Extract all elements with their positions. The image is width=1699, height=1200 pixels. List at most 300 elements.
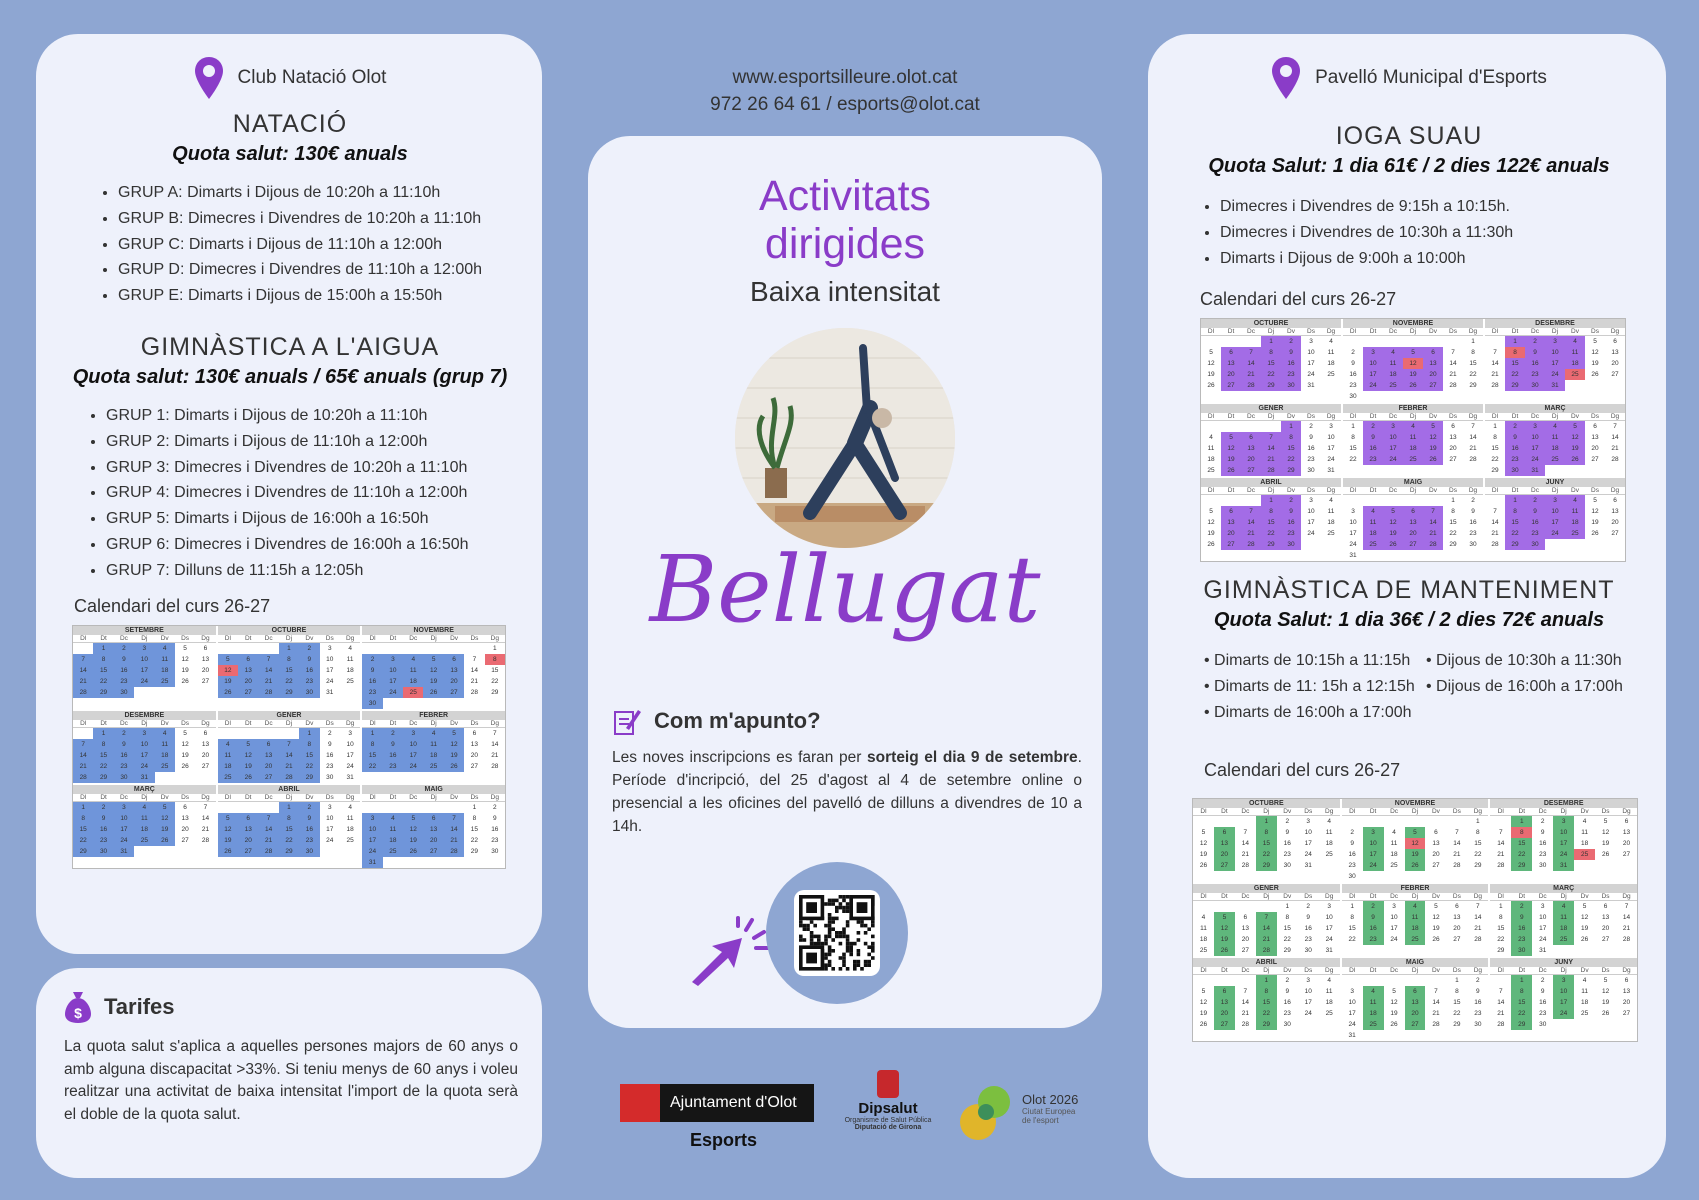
calendar-blank	[1363, 495, 1383, 506]
calendar-day: 1	[1511, 816, 1532, 827]
calendar-day: 11	[1207, 445, 1215, 453]
calendar-weekdays	[1201, 487, 1341, 495]
calendar-day: 28	[1449, 382, 1457, 390]
calendar-day: 28	[1241, 862, 1249, 870]
weekday-label: Ds	[1307, 487, 1315, 495]
calendar-day: 21	[491, 751, 499, 759]
calendar-days	[73, 728, 216, 783]
calendar-day: 2	[1285, 977, 1290, 985]
calendar-day: 3	[1383, 421, 1403, 432]
calendar-day: 16	[1505, 443, 1525, 454]
calendar-day: 27	[201, 677, 210, 685]
calendar-month-title: MARÇ	[1490, 884, 1637, 893]
calendar-day: 28	[1432, 1021, 1440, 1029]
calendar-day: 28	[1453, 862, 1461, 870]
calendar-day: 5	[238, 739, 258, 750]
calendar-day: 19	[1403, 369, 1423, 380]
calendar-day: 6	[1403, 506, 1423, 517]
calendar-day: 20	[1611, 519, 1619, 527]
calendar-blank	[1405, 816, 1426, 827]
calendar-day: 15	[1511, 997, 1532, 1008]
calendar-day: 28	[1261, 465, 1281, 476]
weekday-label: Dt	[244, 719, 252, 727]
ioga-groups	[1170, 194, 1648, 271]
calendar-days	[1201, 421, 1341, 476]
calendar-day: 10	[1307, 508, 1315, 516]
list-item: • GRUP 6: Dimecres i Divendres de 16:00h a 16:50h	[106, 532, 518, 558]
weekday-label: Dj	[1411, 808, 1419, 816]
gimnastica-quota: Quota salut: 130€ anuals / 65€ anuals (grup 7)	[72, 365, 508, 388]
gimnastica-title: GIMNÀSTICA A L'AIGUA	[140, 332, 440, 361]
calendar-day: 29	[1511, 1019, 1532, 1030]
calendar-day: 25	[134, 835, 154, 846]
calendar-days	[73, 802, 216, 857]
weekday-label: Dc	[1247, 487, 1255, 495]
calendar-day: 7	[73, 739, 93, 750]
calendar-blank	[1256, 901, 1277, 912]
weekday-label: Dg	[1326, 413, 1336, 421]
calendar-day: 22	[279, 835, 299, 846]
weekday-label: Dl	[1491, 413, 1499, 421]
calendar-month-title: FEBRER	[1343, 404, 1483, 413]
calendar-day: 8	[93, 654, 113, 665]
calendar-day: 21	[1453, 851, 1461, 859]
calendar-day: 28	[1469, 456, 1477, 464]
weekday-label: Ds	[1449, 328, 1457, 336]
manteniment-calendar-grid	[1192, 798, 1638, 1042]
calendar-day: 30	[1525, 380, 1545, 391]
calendar-day: 16	[1539, 999, 1547, 1007]
calendar-day: 4	[1582, 818, 1587, 826]
calendar-day: 9	[362, 665, 382, 676]
calendar-day: 9	[1350, 840, 1354, 848]
calendar-day: 14	[1622, 914, 1631, 922]
calendar-day: 12	[423, 665, 443, 676]
weekday-label: Dj	[1551, 487, 1559, 495]
calendar-day: 20	[181, 825, 189, 833]
calendar-day: 23	[1281, 528, 1301, 539]
calendar-day: 10	[1304, 988, 1312, 996]
calendar-month	[1485, 404, 1625, 476]
qr-code[interactable]	[794, 890, 880, 976]
calendar-days	[1343, 336, 1483, 402]
weekday-label: Dt	[1369, 328, 1377, 336]
calendar-day: 20	[470, 751, 479, 759]
calendar-day: 20	[1622, 999, 1631, 1007]
weekday-label: Dl	[369, 793, 376, 801]
calendar-day: 15	[93, 750, 113, 761]
calendar-day: 17	[1304, 999, 1312, 1007]
weekday-label: Dv	[1431, 893, 1440, 901]
weekday-label: Ds	[1452, 808, 1461, 816]
weekday-label: Dj	[1560, 967, 1567, 975]
calendar-day: 24	[1348, 1021, 1356, 1029]
calendar-day: 14	[1611, 434, 1619, 442]
calendar-day: 22	[1449, 530, 1457, 538]
calendar-day: 10	[134, 654, 154, 665]
calendar-day: 7	[1423, 506, 1443, 517]
calendar-day: 24	[134, 761, 154, 772]
calendar-day: 12	[218, 665, 238, 676]
calendar-day: 14	[1241, 358, 1261, 369]
ajuntament-logo	[620, 1084, 814, 1122]
natacio-groups	[62, 180, 518, 309]
weekday-label: Dt	[1369, 413, 1377, 421]
calendar-day: 11	[1200, 925, 1207, 933]
calendar-days	[1343, 495, 1483, 561]
calendar-day: 31	[1545, 380, 1565, 391]
calendar-day: 25	[1553, 934, 1574, 945]
calendar-day: 5	[183, 644, 187, 652]
calendar-blank	[218, 643, 238, 654]
calendar-day: 22	[1281, 454, 1301, 465]
calendar-day: 4	[423, 728, 443, 739]
calendar-day: 6	[1613, 338, 1617, 346]
weekday-label: Dv	[450, 793, 459, 801]
calendar-day: 30	[1281, 380, 1301, 391]
calendar-blank	[1214, 901, 1235, 912]
calendar-day: 6	[1434, 829, 1438, 837]
calendar-day: 16	[1363, 443, 1383, 454]
calendar-day: 12	[1423, 432, 1443, 443]
weekday-label: Dt	[1369, 893, 1377, 901]
calendar-day: 8	[1451, 508, 1455, 516]
calendar-day: 4	[1553, 901, 1574, 912]
calendar-day: 5	[1434, 903, 1438, 911]
calendar-day: 3	[1545, 336, 1565, 347]
calendar-day: 6	[1243, 914, 1248, 922]
calendar-day: 6	[1451, 423, 1455, 431]
calendar-day: 18	[218, 761, 238, 772]
calendar-day: 22	[1511, 849, 1532, 860]
calendar-weekdays	[1193, 893, 1340, 901]
calendar-day: 29	[1256, 1019, 1277, 1030]
manteniment-schedule	[1170, 648, 1648, 726]
calendar-day: 1	[93, 728, 113, 739]
calendar-day: 31	[1348, 1032, 1356, 1040]
ajuntament-shield-icon	[620, 1084, 660, 1122]
calendar-month-title: OCTUBRE	[1193, 799, 1340, 808]
calendar-day: 19	[1432, 925, 1440, 933]
calendar-day: 27	[201, 762, 210, 770]
calendar-day: 16	[1525, 517, 1545, 528]
weekday-label: Dj	[1409, 328, 1417, 336]
calendar-day: 27	[1214, 1019, 1235, 1030]
calendar-day: 26	[181, 762, 189, 770]
weekday-label: Dt	[1518, 893, 1525, 901]
calendar-day: 8	[1261, 506, 1281, 517]
weekday-label: Ds	[470, 634, 479, 642]
calendar-day: 17	[346, 751, 354, 759]
calendar-day: 30	[1349, 393, 1357, 401]
calendar-blank	[238, 728, 258, 739]
calendar-day: 4	[155, 728, 175, 739]
calendar-day: 13	[423, 824, 443, 835]
calendar-day: 30	[1348, 873, 1356, 881]
weekday-label: Dv	[1571, 487, 1579, 495]
phone-email[interactable]: 972 26 64 61 / esports@olot.cat	[710, 94, 980, 115]
calendar-month-title: DESEMBRE	[73, 711, 216, 720]
calendar-day: 23	[1525, 528, 1545, 539]
calendar-day: 27	[1241, 947, 1249, 955]
calendar-day: 12	[1601, 988, 1610, 996]
calendar-day: 7	[1434, 988, 1438, 996]
weekday-label: Dt	[389, 793, 397, 801]
calendar-blank	[1383, 495, 1403, 506]
weekday-label: Dl	[224, 634, 231, 642]
calendar-day: 16	[1349, 371, 1357, 379]
calendar-blank	[238, 643, 258, 654]
calendar-day: 13	[201, 740, 210, 748]
calendar-day: 22	[1256, 849, 1277, 860]
calendar-day: 25	[1363, 1019, 1384, 1030]
calendar-day: 3	[327, 644, 332, 652]
calendar-day: 8	[1511, 986, 1532, 997]
calendar-day: 22	[1453, 1010, 1461, 1018]
website-link[interactable]: www.esportsilleure.olot.cat	[732, 67, 958, 88]
calendar-weekdays	[1343, 487, 1483, 495]
calendar-day: 11	[1553, 912, 1574, 923]
activity-title	[588, 172, 1102, 268]
weekday-label: Dg	[345, 634, 355, 642]
calendar-day: 30	[299, 687, 319, 698]
calendar-day: 23	[491, 836, 499, 844]
calendar-blank	[1214, 816, 1235, 827]
calendar-day: 23	[1539, 851, 1547, 859]
calendar-month	[1485, 478, 1625, 561]
weekday-label: Dj	[1560, 893, 1567, 901]
calendar-day: 3	[383, 654, 403, 665]
calendar-day: 26	[1221, 465, 1241, 476]
calendar-day: 8	[1471, 349, 1475, 357]
weekday-label: Dt	[244, 793, 252, 801]
title-line-1: Activitats	[758, 172, 932, 220]
weekday-label: Dg	[490, 793, 499, 801]
manteniment-quota: Quota Salut: 1 dia 36€ / 2 dies 72€ anuals	[1213, 609, 1605, 632]
calendar-day: 22	[1283, 936, 1291, 944]
weekday-label: Dj	[1411, 967, 1419, 975]
calendar-day: 10	[1390, 914, 1398, 922]
calendar-day: 22	[73, 835, 93, 846]
calendar-day: 13	[1221, 517, 1241, 528]
calendar-weekdays	[1485, 487, 1625, 495]
calendar-month	[362, 711, 505, 783]
calendar-day: 4	[403, 654, 423, 665]
calendar-day: 15	[1474, 840, 1482, 848]
weekday-label: Dj	[430, 634, 437, 642]
weekday-label: Dj	[1411, 893, 1419, 901]
weekday-label: Dl	[1207, 328, 1215, 336]
weekday-label: Dc	[409, 634, 418, 642]
weekday-label: Ds	[1304, 967, 1313, 975]
calendar-blank	[258, 802, 278, 813]
calendar-day: 6	[203, 729, 208, 737]
weekday-label: Dj	[1267, 487, 1275, 495]
calendar-day: 19	[1591, 519, 1599, 527]
calendar-day: 28	[1611, 456, 1619, 464]
weekday-label: Dj	[430, 719, 437, 727]
calendar-month-title: GENER	[218, 711, 361, 720]
calendar-day: 6	[1221, 506, 1241, 517]
calendar-day: 22	[1505, 528, 1525, 539]
weekday-label: Dl	[1349, 487, 1357, 495]
weekday-label: Dc	[1389, 487, 1397, 495]
weekday-label: Dg	[1473, 808, 1482, 816]
calendar-month	[1343, 478, 1483, 561]
calendar-day: 1	[1350, 903, 1354, 911]
weekday-label: Dl	[80, 634, 87, 642]
calendar-blank	[73, 728, 93, 739]
calendar-day: 7	[1241, 506, 1261, 517]
calendar-weekdays	[1490, 808, 1637, 816]
calendar-day: 20	[201, 751, 210, 759]
calendar-day: 29	[1256, 860, 1277, 871]
weekday-label: Dc	[1247, 413, 1255, 421]
calendar-day: 16	[1283, 999, 1291, 1007]
calendar-blank	[1446, 816, 1467, 827]
calendar-day: 20	[1405, 1008, 1426, 1019]
calendar-day: 23	[1307, 456, 1315, 464]
qr-circle	[766, 862, 908, 1004]
calendar-weekdays	[362, 635, 505, 643]
olot2026-mark-icon	[956, 1080, 1016, 1144]
calendar-day: 9	[299, 813, 319, 824]
calendar-day: 24	[1304, 1010, 1312, 1018]
calendar-day: 27	[1423, 380, 1443, 391]
calendar-day: 27	[1611, 371, 1619, 379]
calendar-day: 3	[1540, 903, 1545, 911]
list-item: • GRUP A: Dimarts i Dijous de 10:20h a 11:10h	[118, 180, 518, 206]
weekday-label: Dg	[1473, 967, 1482, 975]
mant-header-row	[1170, 730, 1648, 790]
calendar-day: 31	[362, 857, 382, 868]
calendar-day: 7	[1261, 432, 1281, 443]
weekday-label: Dc	[1538, 808, 1547, 816]
calendar-day: 6	[1613, 497, 1617, 505]
calendar-day: 14	[279, 750, 299, 761]
calendar-day: 11	[218, 750, 238, 761]
calendar-day: 7	[1613, 423, 1617, 431]
calendar-blank	[464, 643, 484, 654]
calendar-day: 10	[1545, 347, 1565, 358]
calendar-days	[1490, 901, 1637, 956]
calendar-day: 21	[1491, 530, 1499, 538]
calendar-day: 15	[1505, 517, 1525, 528]
calendar-day: 17	[403, 750, 423, 761]
calendar-day: 20	[1449, 445, 1457, 453]
calendar-blank	[1221, 421, 1241, 432]
calendar-day: 5	[1221, 432, 1241, 443]
list-item: • Dimarts i Dijous de 9:00h a 10:00h	[1220, 246, 1648, 272]
calendar-day: 18	[1553, 923, 1574, 934]
calendar-day: 14	[201, 814, 210, 822]
calendar-day: 31	[346, 773, 354, 781]
calendar-day: 5	[1593, 338, 1597, 346]
list-item: • Dimarts de 10:15h a 11:15h	[1204, 648, 1426, 674]
dipsalut-logo	[838, 1070, 938, 1131]
weekday-label: Dv	[1580, 893, 1589, 901]
calendar-day: 17	[1553, 838, 1574, 849]
calendar-day: 8	[1256, 827, 1277, 838]
weekday-label: Ds	[1591, 487, 1599, 495]
calendar-day: 19	[1207, 371, 1215, 379]
calendar-day: 25	[346, 677, 354, 685]
calendar-blank	[423, 802, 443, 813]
calendar-day: 24	[362, 846, 382, 857]
calendar-month	[1490, 884, 1637, 956]
gimnastica-groups	[62, 403, 518, 584]
calendar-day: 2	[362, 654, 382, 665]
calendar-day: 8	[1281, 432, 1301, 443]
weekday-label: Ds	[1591, 328, 1599, 336]
calendar-day: 23	[114, 676, 134, 687]
calendar-day: 27	[1241, 465, 1261, 476]
calendar-day: 14	[444, 824, 464, 835]
calendar-days	[1490, 975, 1637, 1030]
calendar-day: 20	[1241, 936, 1249, 944]
calendar-day: 5	[1403, 347, 1423, 358]
calendar-day: 26	[1601, 851, 1610, 859]
calendar-weekdays	[1343, 328, 1483, 336]
weekday-label: Ds	[325, 793, 334, 801]
calendar-day: 12	[155, 813, 175, 824]
calendar-weekdays	[1485, 413, 1625, 421]
calendar-day: 3	[1553, 816, 1574, 827]
weekday-label: Dc	[119, 634, 128, 642]
weekday-label: Dv	[1431, 808, 1440, 816]
calendar-days	[1342, 975, 1489, 1041]
calendar-blank	[1343, 495, 1363, 506]
calendar-day: 16	[1539, 840, 1547, 848]
calendar-day: 15	[491, 666, 499, 674]
weekday-label: Ds	[1304, 808, 1313, 816]
calendar-day: 30	[93, 846, 113, 857]
calendar-day: 9	[1505, 432, 1525, 443]
calendar-day: 24	[1553, 849, 1574, 860]
calendar-day: 24	[1363, 860, 1384, 871]
calendar-day: 6	[444, 654, 464, 665]
venue-row	[62, 56, 518, 100]
weekday-label: Dv	[1283, 808, 1292, 816]
calendar-weekdays	[1490, 967, 1637, 975]
weekday-label: Dl	[1207, 487, 1215, 495]
calendar-blank	[1490, 816, 1511, 827]
calendar-day: 9	[1285, 829, 1290, 837]
calendar-month-title: SETEMBRE	[73, 626, 216, 635]
calendar-day: 22	[362, 761, 382, 772]
weekday-label: Dt	[1511, 413, 1519, 421]
calendar-day: 6	[423, 813, 443, 824]
weekday-label: Dj	[1551, 328, 1559, 336]
calendar-day: 23	[1539, 1010, 1547, 1018]
calendar-day: 18	[1207, 456, 1215, 464]
calendar-day: 15	[1261, 517, 1281, 528]
weekday-label: Dt	[100, 793, 107, 801]
calendar-day: 12	[1383, 517, 1403, 528]
calendar-day: 30	[1525, 539, 1545, 550]
calendar-day: 4	[1363, 506, 1383, 517]
weekday-label: Dl	[369, 719, 376, 727]
calendar-day: 5	[218, 654, 238, 665]
calendar-day: 18	[403, 676, 423, 687]
calendar-month-title: MAIG	[1343, 478, 1483, 487]
calendar-day: 28	[444, 846, 464, 857]
calendar-day: 29	[93, 687, 113, 698]
calendar-day: 10	[1553, 986, 1574, 997]
sponsor-logos	[620, 1070, 1100, 1170]
calendar-day: 23	[383, 761, 403, 772]
calendar-blank	[1363, 336, 1383, 347]
